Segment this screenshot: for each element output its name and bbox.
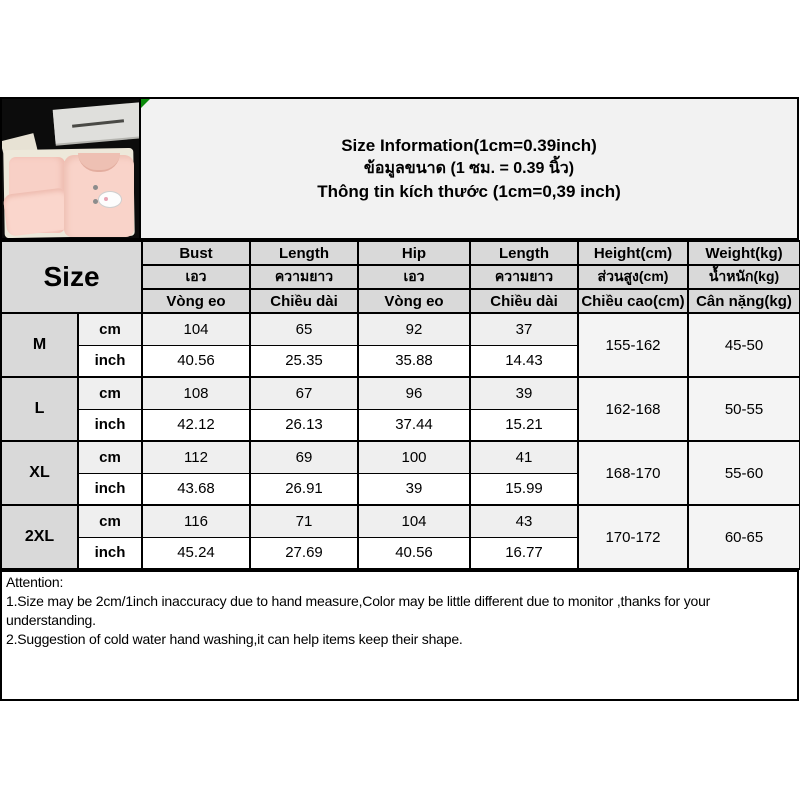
- measurement-value: 112: [142, 441, 250, 473]
- col-header-hip-th: เอว: [358, 265, 470, 289]
- measurement-value: 92: [358, 313, 470, 345]
- measurement-value: 65: [250, 313, 358, 345]
- col-header-length1-vi: Chiều dài: [250, 289, 358, 313]
- measurement-value: 71: [250, 505, 358, 537]
- attention-note-1: 1.Size may be 2cm/1inch inaccuracy due to hand measure,Color may be little different due to monitor ,thanks for your understanding.: [6, 593, 711, 628]
- measurement-value: 67: [250, 377, 358, 409]
- title-vietnamese: Thông tin kích thước (1cm=0,39 inch): [317, 182, 621, 201]
- attention-box: [0, 570, 799, 701]
- excel-error-triangle-icon: [141, 99, 150, 108]
- unit-label-cm: cm: [78, 313, 142, 345]
- measurement-value: 15.21: [470, 409, 578, 441]
- col-header-length1-en: Length: [250, 241, 358, 265]
- pajama-top-graphic: [64, 155, 134, 237]
- col-header-length2-th: ความยาว: [470, 265, 578, 289]
- measurement-value: 37: [470, 313, 578, 345]
- weight-range: 60-65: [688, 505, 800, 569]
- col-header-bust-en: Bust: [142, 241, 250, 265]
- col-header-bust-th: เอว: [142, 265, 250, 289]
- measurement-value: 25.35: [250, 345, 358, 377]
- col-header-height-vi: Chiều cao(cm): [578, 289, 688, 313]
- size-label-l: L: [1, 377, 78, 441]
- col-header-bust-vi: Vòng eo: [142, 289, 250, 313]
- height-range: 168-170: [578, 441, 688, 505]
- unit-label-inch: inch: [78, 409, 142, 441]
- unit-label-inch: inch: [78, 473, 142, 505]
- measurement-value: 45.24: [142, 537, 250, 569]
- measurement-value: 104: [142, 313, 250, 345]
- measurement-value: 26.13: [250, 409, 358, 441]
- weight-range: 55-60: [688, 441, 800, 505]
- gift-box-graphic: [53, 102, 141, 144]
- measurement-value: 41: [470, 441, 578, 473]
- box-label-graphic: [72, 119, 124, 127]
- size-information-title-cell: [141, 97, 799, 240]
- title-thai: ข้อมูลขนาด (1 ซม. = 0.39 นิ้ว): [363, 160, 575, 177]
- col-header-height-en: Height(cm): [578, 241, 688, 265]
- unit-label-cm: cm: [78, 441, 142, 473]
- unit-label-inch: inch: [78, 537, 142, 569]
- top-band: [0, 97, 799, 240]
- height-range: 170-172: [578, 505, 688, 569]
- measurement-value: 43.68: [142, 473, 250, 505]
- col-header-length2-vi: Chiều dài: [470, 289, 578, 313]
- measurement-value: 37.44: [358, 409, 470, 441]
- measurement-value: 108: [142, 377, 250, 409]
- col-header-length2-en: Length: [470, 241, 578, 265]
- product-photo: [0, 97, 141, 240]
- size-table: [0, 240, 800, 570]
- col-header-height-th: ส่วนสูง(cm): [578, 265, 688, 289]
- measurement-value: 40.56: [358, 537, 470, 569]
- pajama-pants-fold-graphic: [3, 187, 72, 236]
- kitty-patch-graphic: [98, 191, 122, 208]
- measurement-value: 40.56: [142, 345, 250, 377]
- measurement-value: 26.91: [250, 473, 358, 505]
- attention-heading: Attention:: [6, 574, 64, 590]
- measurement-value: 43: [470, 505, 578, 537]
- col-header-weight-th: น้ำหนัก(kg): [688, 265, 800, 289]
- unit-label-cm: cm: [78, 505, 142, 537]
- neckline-graphic: [78, 153, 120, 172]
- measurement-value: 42.12: [142, 409, 250, 441]
- measurement-value: 39: [470, 377, 578, 409]
- height-range: 162-168: [578, 377, 688, 441]
- measurement-value: 69: [250, 441, 358, 473]
- unit-label-cm: cm: [78, 377, 142, 409]
- size-label-m: M: [1, 313, 78, 377]
- attention-note-2: 2.Suggestion of cold water hand washing,it can help items keep their shape.: [6, 631, 463, 647]
- col-header-weight-vi: Cân nặng(kg): [688, 289, 800, 313]
- measurement-value: 16.77: [470, 537, 578, 569]
- col-header-length1-th: ความยาว: [250, 265, 358, 289]
- size-label-xl: XL: [1, 441, 78, 505]
- col-header-hip-en: Hip: [358, 241, 470, 265]
- measurement-value: 116: [142, 505, 250, 537]
- measurement-value: 104: [358, 505, 470, 537]
- measurement-value: 39: [358, 473, 470, 505]
- height-range: 155-162: [578, 313, 688, 377]
- weight-range: 50-55: [688, 377, 800, 441]
- col-header-hip-vi: Vòng eo: [358, 289, 470, 313]
- button-dot-graphic: [93, 185, 98, 190]
- unit-label-inch: inch: [78, 345, 142, 377]
- measurement-value: 96: [358, 377, 470, 409]
- title-english: Size Information(1cm=0.39inch): [341, 136, 597, 155]
- size-header-cell: Size: [1, 241, 142, 313]
- measurement-value: 15.99: [470, 473, 578, 505]
- measurement-value: 100: [358, 441, 470, 473]
- measurement-value: 35.88: [358, 345, 470, 377]
- measurement-value: 27.69: [250, 537, 358, 569]
- measurement-value: 14.43: [470, 345, 578, 377]
- weight-range: 45-50: [688, 313, 800, 377]
- size-label-2xl: 2XL: [1, 505, 78, 569]
- col-header-weight-en: Weight(kg): [688, 241, 800, 265]
